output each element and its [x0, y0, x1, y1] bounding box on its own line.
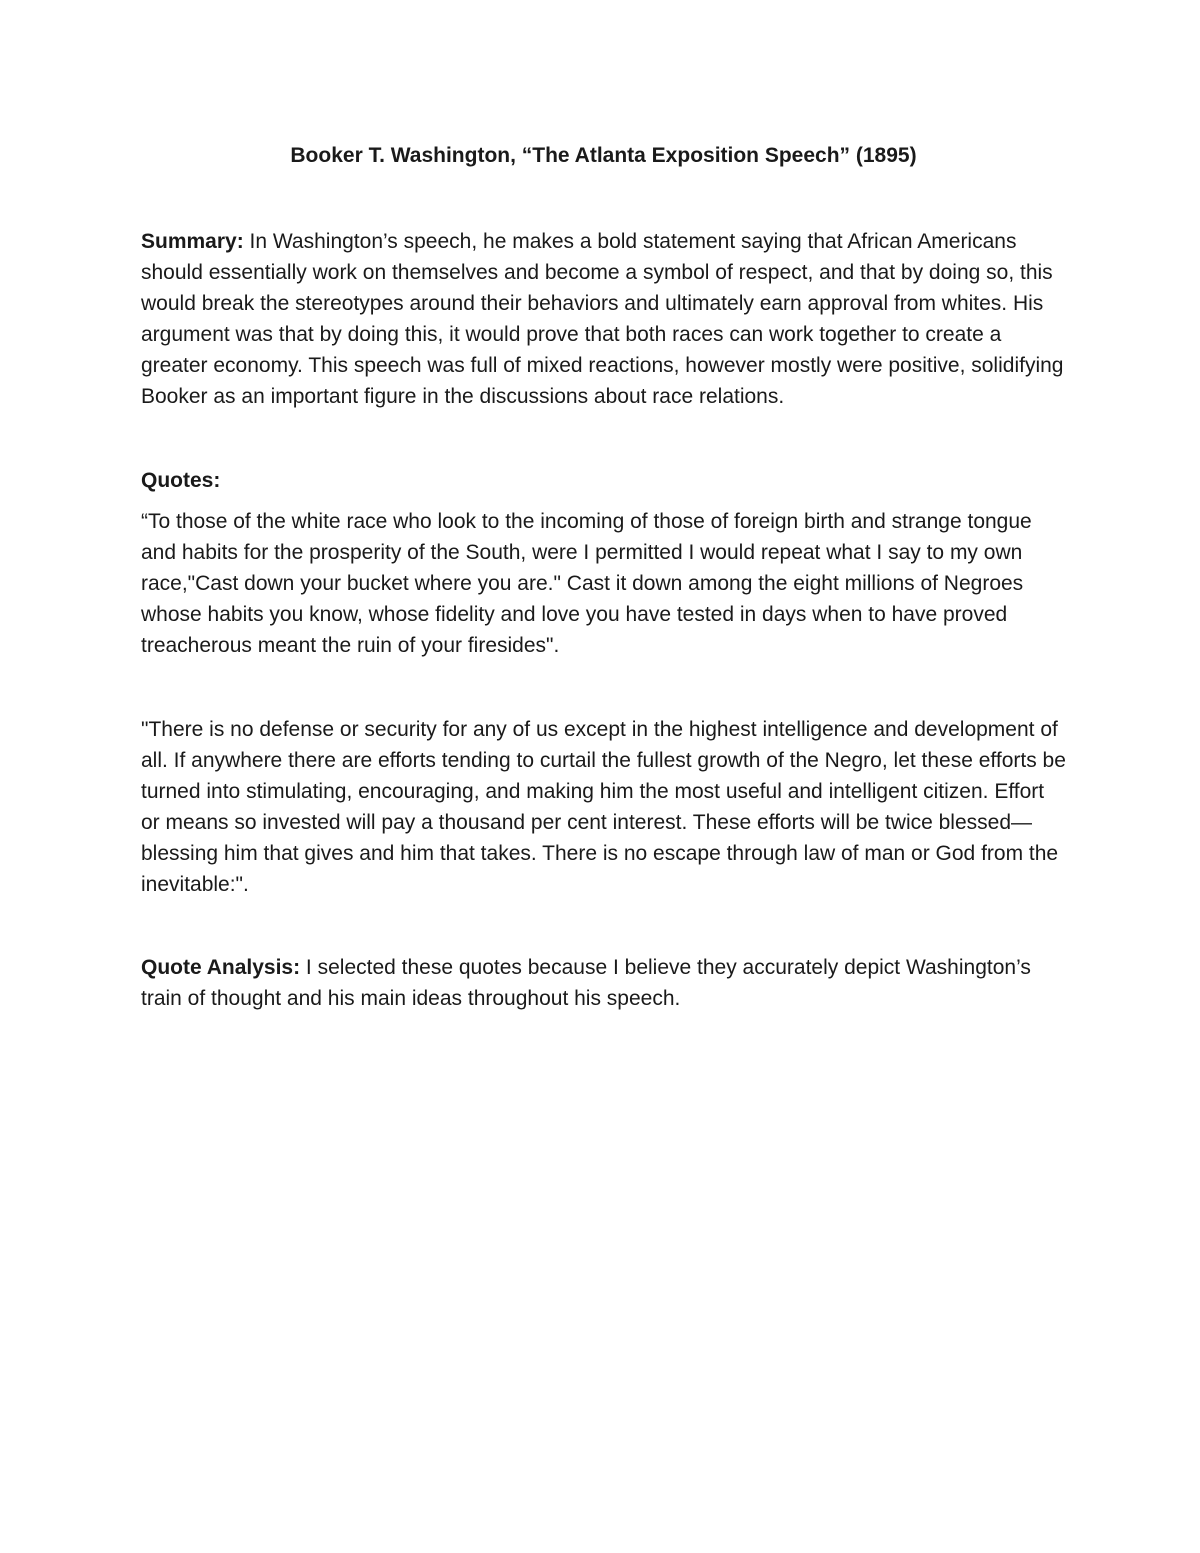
analysis-paragraph [141, 952, 1066, 1014]
summary-label: Summary: [141, 230, 244, 253]
quote-paragraph-1: “To those of the white race who look to the incoming of those of foreign birth and strange tongue and habits for the prosperity of the South, were I permitted I would repeat what I say to my own race,"Cast down your bucket where you are." Cast it down among the eight millions of Negroes whose habits you know, whose fidelity and love you have tested in days when to have proved treacherous meant the ruin of your firesides". [141, 510, 1032, 657]
quotes-heading: Quotes: [141, 469, 221, 492]
document-body [141, 140, 1066, 1014]
summary-text: In Washington’s speech, he makes a bold statement saying that African Americans should essentially work on themselves and become a symbol of respect, and that by doing so, this would break the stereotypes around their behaviors and ultimately earn approval from whites. His argument was that by doing this, it would prove that both races can work together to create a greater economy. This speech was full of mixed reactions, however mostly were positive, solidifying Booker as an important figure in the discussions about race relations. [141, 230, 1064, 408]
analysis-text: I selected these quotes because I believe they accurately depict Washington’s train of thought and his main ideas throughout his speech. [141, 956, 1031, 1010]
summary-paragraph [141, 226, 1066, 412]
document-title: Booker T. Washington, “The Atlanta Exposition Speech” (1895) [290, 144, 917, 167]
analysis-label: Quote Analysis: [141, 956, 301, 979]
quote-paragraph-2: "There is no defense or security for any of us except in the highest intelligence and development of all. If anywhere there are efforts tending to curtail the fullest growth of the Negro, let these efforts be turned into stimulating, encouraging, and making him the most useful and intelligent citizen. Effort or means so invested will pay a thousand per cent interest. These efforts will be twice blessed—blessing him that gives and him that takes. There is no escape through law of man or God from the inevitable:". [141, 718, 1066, 896]
